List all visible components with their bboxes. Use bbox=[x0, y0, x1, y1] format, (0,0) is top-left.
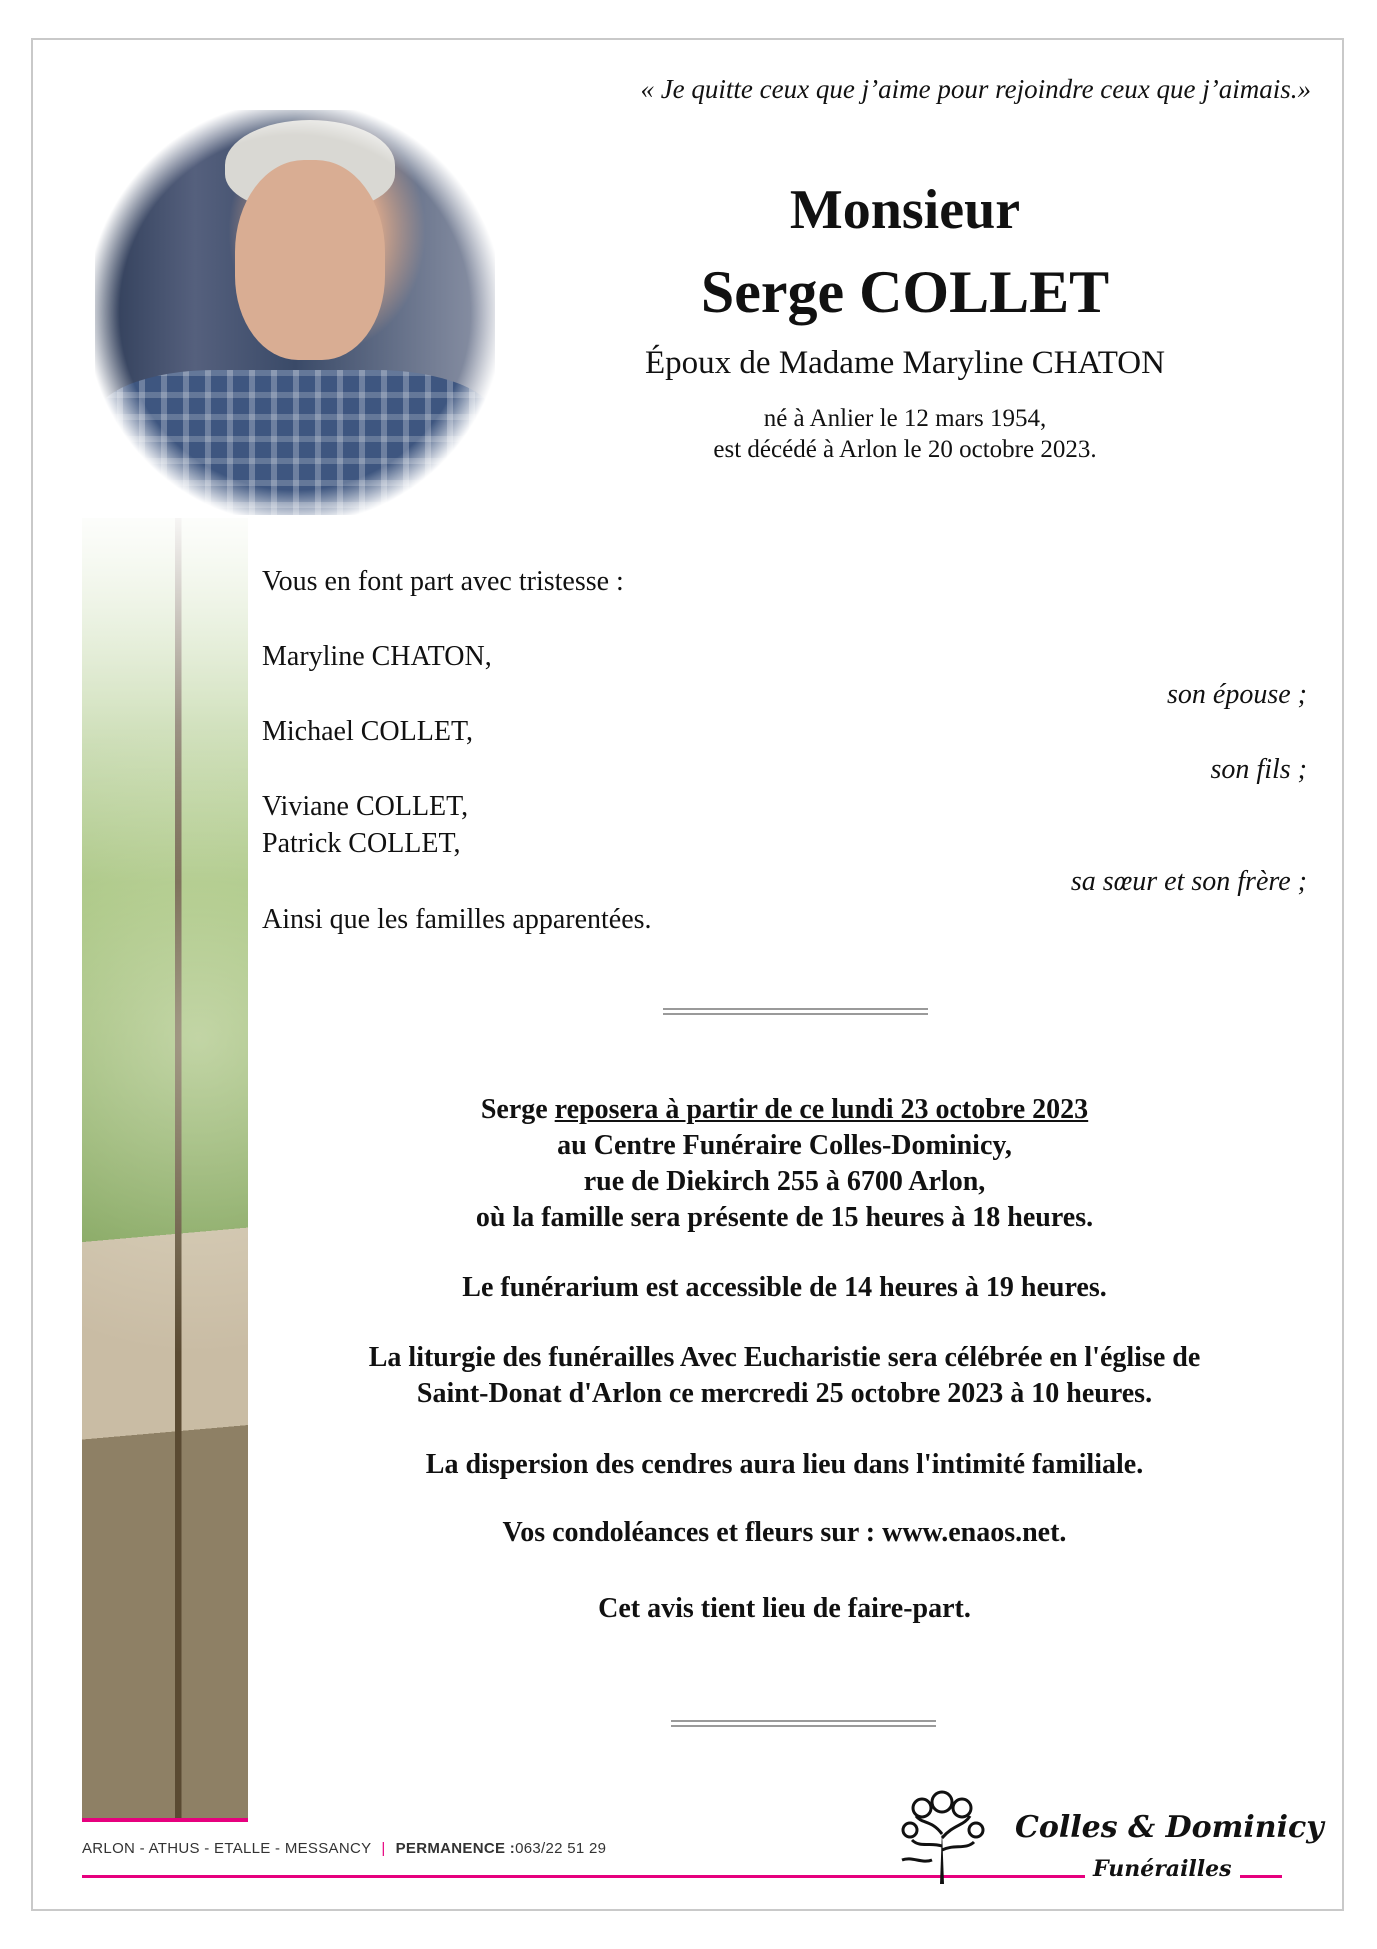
tree-logo-icon bbox=[892, 1790, 992, 1886]
liturgy-line-2: Saint-Donat d'Arlon ce mercredi 25 octobre 2023 à 10 heures. bbox=[416, 1378, 1153, 1409]
forest-path-image bbox=[82, 518, 248, 1820]
brand-name: Colles & Dominicy bbox=[1015, 1810, 1324, 1845]
permanence-label: PERMANENCE : bbox=[395, 1840, 516, 1857]
condolences: Vos condoléances et fleurs sur : www.enaos.net. bbox=[502, 1517, 1067, 1548]
portrait-face bbox=[235, 160, 385, 360]
death-line: est décédé à Arlon le 20 octobre 2023. bbox=[713, 436, 1097, 463]
viewing-date: reposera à partir de ce lundi 23 octobre 2023 bbox=[554, 1094, 1089, 1125]
liturgy-line-1: La liturgie des funérailles Avec Eucharistie sera célébrée en l'église de bbox=[368, 1342, 1201, 1373]
family-relation: sa sœur et son frère ; bbox=[1070, 866, 1307, 897]
brand-subtitle: Funérailles bbox=[1085, 1856, 1240, 1882]
notice-statement: Cet avis tient lieu de faire-part. bbox=[598, 1593, 971, 1624]
footer-contact bbox=[82, 1840, 606, 1857]
permanence-phone: 063/22 51 29 bbox=[515, 1840, 607, 1857]
viewing-hours: où la famille sera présente de 15 heures à 18 heures. bbox=[475, 1202, 1094, 1233]
forest-light bbox=[82, 518, 248, 1820]
family-intro: Vous en font part avec tristesse : bbox=[262, 566, 624, 597]
family-relation: son fils ; bbox=[1210, 754, 1307, 785]
family-closing: Ainsi que les familles apparentées. bbox=[262, 904, 652, 935]
divider-bottom bbox=[671, 1720, 936, 1727]
family-member: Patrick COLLET, bbox=[262, 828, 461, 859]
viewing-paragraph bbox=[262, 1092, 1307, 1128]
salutation: Monsieur bbox=[789, 179, 1021, 241]
divider-top bbox=[663, 1008, 928, 1015]
portrait-photo bbox=[95, 110, 495, 515]
accent-bar bbox=[82, 1818, 248, 1822]
family-relation: son épouse ; bbox=[1167, 679, 1307, 710]
viewing-address: rue de Diekirch 255 à 6700 Arlon, bbox=[583, 1166, 986, 1197]
deceased-name: Serge COLLET bbox=[700, 259, 1110, 325]
footer-locations: ARLON - ATHUS - ETALLE - MESSANCY bbox=[82, 1840, 372, 1857]
family-member: Michael COLLET, bbox=[262, 716, 473, 747]
family-member: Viviane COLLET, bbox=[262, 791, 469, 822]
birth-line: né à Anlier le 12 mars 1954, bbox=[763, 405, 1047, 432]
ashes-dispersion: La dispersion des cendres aura lieu dans l'intimité familiale. bbox=[425, 1449, 1144, 1480]
viewing-location: au Centre Funéraire Colles-Dominicy, bbox=[557, 1130, 1012, 1161]
funerarium-hours: Le funérarium est accessible de 14 heures à 19 heures. bbox=[462, 1272, 1107, 1303]
family-member: Maryline CHATON, bbox=[262, 641, 492, 672]
viewing-name: Serge bbox=[480, 1094, 555, 1125]
footer-separator: | bbox=[381, 1840, 386, 1857]
epigraph-quote: « Je quitte ceux que j’aime pour rejoindre ceux que j’aimais.» bbox=[640, 74, 1311, 104]
portrait-shirt bbox=[95, 370, 495, 530]
spouse-line: Époux de Madame Maryline CHATON bbox=[645, 345, 1165, 381]
